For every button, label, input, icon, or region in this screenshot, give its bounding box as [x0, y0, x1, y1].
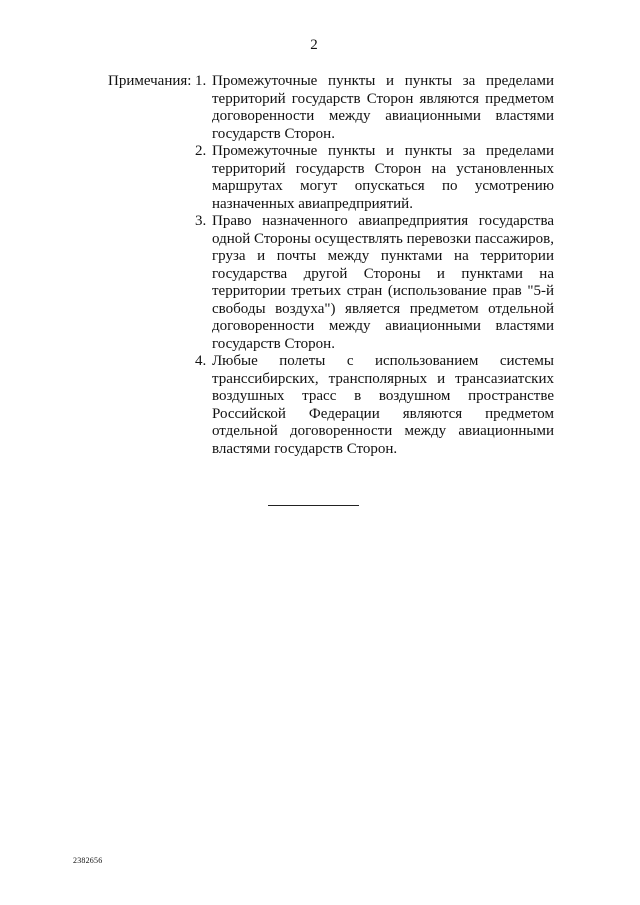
- note-item: [195, 143, 554, 213]
- note-item: [195, 213, 554, 353]
- note-number: 1.: [195, 73, 207, 89]
- divider-line: [268, 505, 359, 506]
- notes-label: Примечания:: [108, 73, 192, 89]
- note-text: Промежуточные пункты и пункты за пределами территорий государств Сторон на установленных маршрутах могут опускаться по усмотрению назначенных авиапредприятий.: [212, 143, 554, 212]
- note-number: 4.: [195, 353, 207, 369]
- note-text: Право назначенного авиапредприятия государства одной Стороны осуществлять перевозки пассажиров, груза и почты между пунктами на территории государства другой Стороны и пунктами на территории третьих стран (использование прав "5-й свободы воздуха") является предметом отдельной договоренности между авиационными властями государств Сторон.: [212, 213, 554, 352]
- page-number: 2: [310, 37, 318, 53]
- note-item: [195, 73, 554, 143]
- note-text: Любые полеты с использованием системы транссибирских, трансполярных и трансазиатских воздушных трасс в воздушном пространстве Российской Федерации являются предметом отдельной договоренности между авиационными властями государств Сторон.: [212, 353, 554, 457]
- document-id: 2382656: [73, 856, 103, 865]
- note-item: [195, 353, 554, 458]
- note-number: 3.: [195, 213, 207, 229]
- note-text: Промежуточные пункты и пункты за пределами территорий государств Сторон являются предметом договоренности между авиационными властями государств Сторон.: [212, 73, 554, 142]
- note-number: 2.: [195, 143, 207, 159]
